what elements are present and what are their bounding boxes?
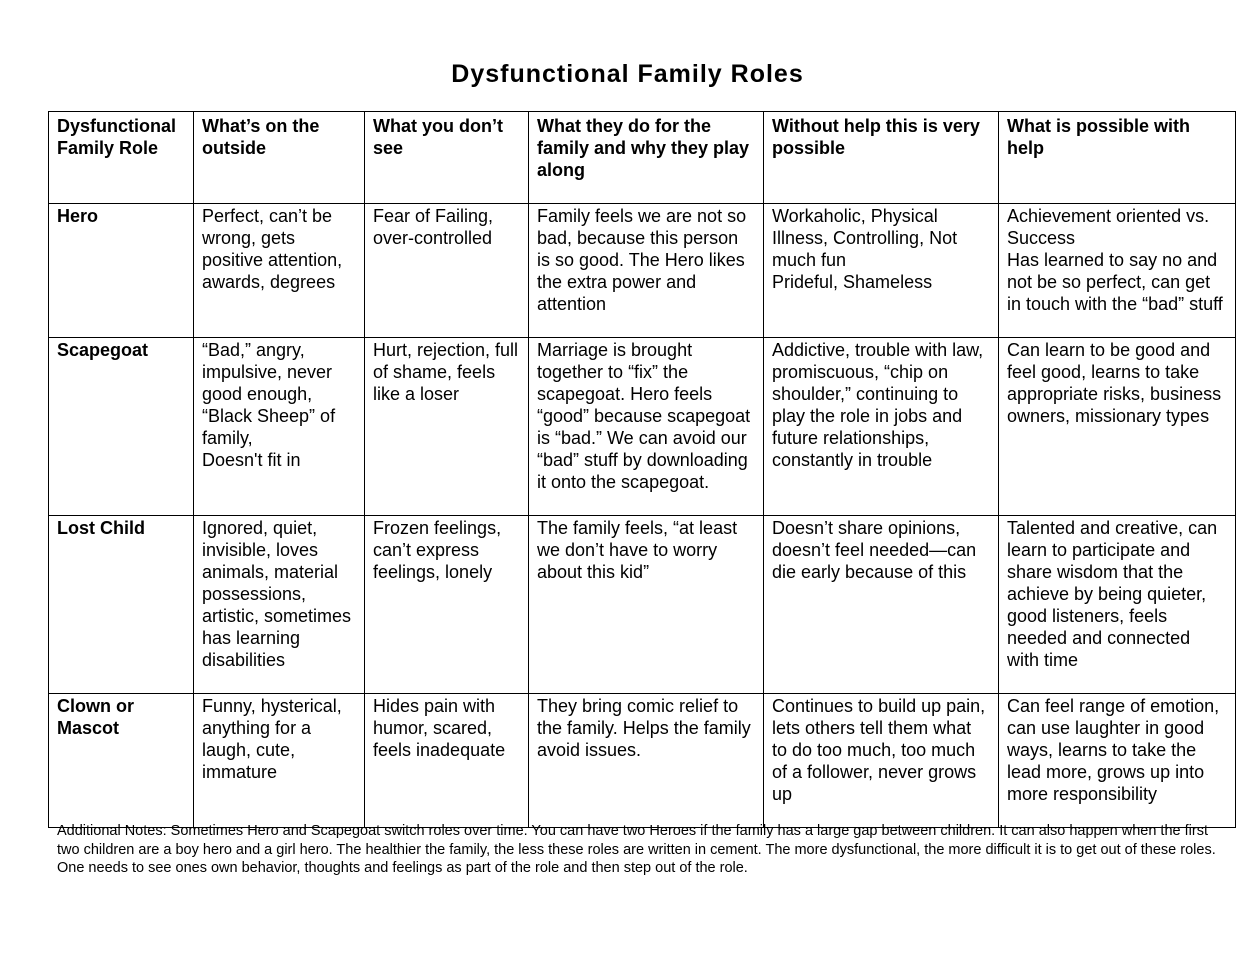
header-with-help: What is possible with help bbox=[999, 112, 1236, 204]
cell-family: Marriage is brought together to “fix” the scapegoat. Hero feels “good” because scapegoat is “bad.” We can avoid our “bad” stuff by downloading it onto the scapegoat. bbox=[529, 338, 764, 516]
cell-without-help: Workaholic, Physical Illness, Controlling, Not much fun Prideful, Shameless bbox=[764, 204, 999, 338]
header-role: Dysfunctional Family Role bbox=[49, 112, 194, 204]
header-outside: What’s on the outside bbox=[194, 112, 365, 204]
cell-family: They bring comic relief to the family. Helps the family avoid issues. bbox=[529, 694, 764, 828]
table-row-lost-child bbox=[49, 516, 1236, 694]
header-without-help: Without help this is very possible bbox=[764, 112, 999, 204]
cell-without-help: Continues to build up pain, lets others tell them what to do too much, too much of a follower, never grows up bbox=[764, 694, 999, 828]
cell-without-help: Addictive, trouble with law, promiscuous, “chip on shoulder,” continuing to play the role in jobs and future relationships, constantly in trouble bbox=[764, 338, 999, 516]
additional-notes: Additional Notes: Sometimes Hero and Scapegoat switch roles over time. You can have two Heroes if the family has a large gap between children. It can also happen when the first two children are a boy hero and a girl hero. The healthier the family, the less these roles are written in cement. The more dysfunctional, the more difficult it is to get out of these roles. One needs to see ones own behavior, thoughts and feelings as part of the role and then step out of the role. bbox=[57, 823, 1216, 876]
role-name: Clown or Mascot bbox=[49, 694, 194, 828]
cell-with-help: Can feel range of emotion, can use laughter in good ways, learns to take the lead more, grows up into more responsibility bbox=[999, 694, 1236, 828]
table-row-scapegoat bbox=[49, 338, 1236, 516]
cell-with-help: Can learn to be good and feel good, learns to take appropriate risks, business owners, missionary types bbox=[999, 338, 1236, 516]
roles-table bbox=[48, 111, 1236, 828]
cell-with-help: Achievement oriented vs. Success Has learned to say no and not be so perfect, can get in touch with the “bad” stuff bbox=[999, 204, 1236, 338]
cell-family: The family feels, “at least we don’t have to worry about this kid” bbox=[529, 516, 764, 694]
table-row-hero bbox=[49, 204, 1236, 338]
page-title: Dysfunctional Family Roles bbox=[451, 60, 804, 88]
cell-outside: Perfect, can’t be wrong, gets positive attention, awards, degrees bbox=[194, 204, 365, 338]
header-family: What they do for the family and why they play along bbox=[529, 112, 764, 204]
cell-with-help: Talented and creative, can learn to participate and share wisdom that the achieve by being quieter, good listeners, feels needed and connected with time bbox=[999, 516, 1236, 694]
role-name: Hero bbox=[49, 204, 194, 338]
cell-family: Family feels we are not so bad, because this person is so good. The Hero likes the extra power and attention bbox=[529, 204, 764, 338]
cell-dont-see: Frozen feelings, can’t express feelings, lonely bbox=[365, 516, 529, 694]
cell-outside: Funny, hysterical, anything for a laugh, cute, immature bbox=[194, 694, 365, 828]
header-dont-see: What you don’t see bbox=[365, 112, 529, 204]
cell-without-help: Doesn’t share opinions, doesn’t feel needed—can die early because of this bbox=[764, 516, 999, 694]
table-header-row bbox=[49, 112, 1236, 204]
cell-outside: Ignored, quiet, invisible, loves animals, material possessions, artistic, sometimes has learning disabilities bbox=[194, 516, 365, 694]
role-name: Lost Child bbox=[49, 516, 194, 694]
cell-dont-see: Fear of Failing, over-controlled bbox=[365, 204, 529, 338]
cell-outside: “Bad,” angry, impulsive, never good enough, “Black Sheep” of family, Doesn't fit in bbox=[194, 338, 365, 516]
role-name: Scapegoat bbox=[49, 338, 194, 516]
table-row-clown bbox=[49, 694, 1236, 828]
cell-dont-see: Hurt, rejection, full of shame, feels like a loser bbox=[365, 338, 529, 516]
cell-dont-see: Hides pain with humor, scared, feels inadequate bbox=[365, 694, 529, 828]
